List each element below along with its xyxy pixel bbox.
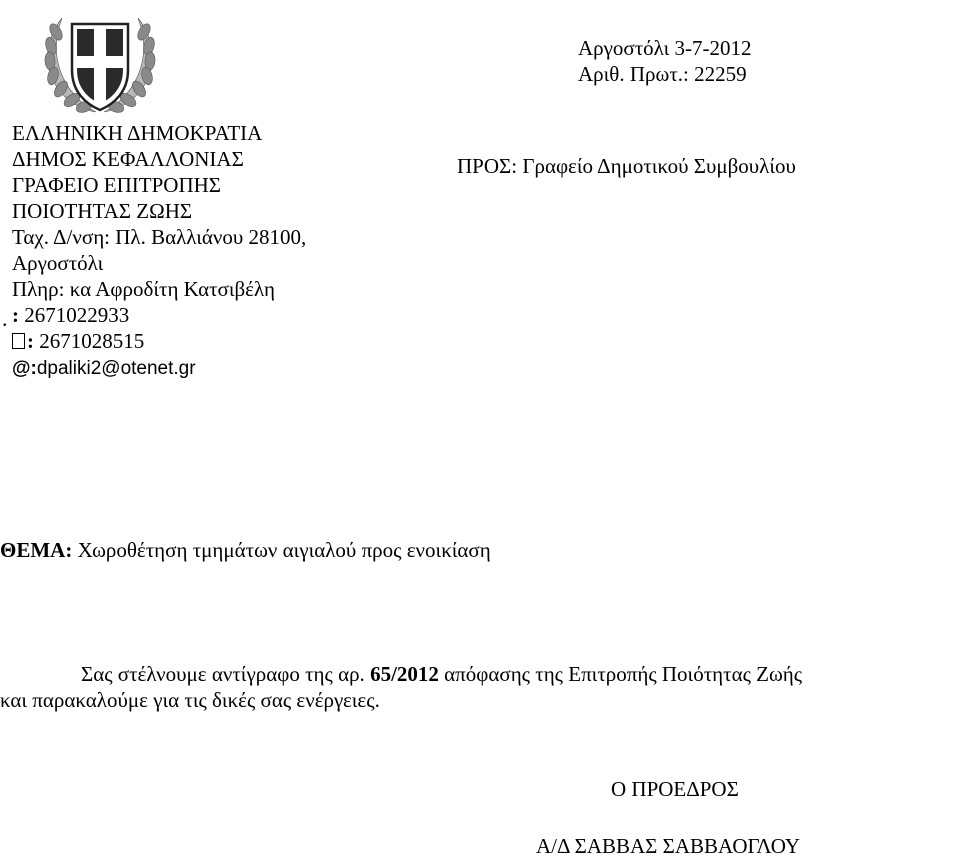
email-prefix: @: — [12, 358, 37, 379]
fax-number: 2671028515 — [34, 329, 145, 353]
sender-office-2: ΠΟΙΟΤΗΤΑΣ ΖΩΗΣ — [12, 199, 193, 223]
protocol-number: Αριθ. Πρωτ.: 22259 — [578, 62, 747, 86]
subject-line — [0, 538, 491, 562]
body-line-1-end: απόφασης της Επιτροπής Ποιότητας Ζωής — [438, 662, 803, 686]
phone-prefix: : — [12, 303, 19, 327]
subject-text: Χωροθέτηση τμημάτων αιγιαλού προς ενοικίαση — [72, 538, 491, 562]
place-date: Αργοστόλι 3-7-2012 — [578, 36, 752, 60]
fax-icon — [12, 333, 25, 349]
email-address: dpaliki2@otenet.gr — [36, 358, 196, 379]
body-line-1-start: Σας στέλνουμε αντίγραφο της αρ. — [81, 662, 371, 686]
sender-fax-line — [12, 329, 144, 353]
signature-name: Α/Δ ΣΑΒΒΑΣ ΣΑΒΒΑΟΓΛΟΥ — [536, 834, 801, 858]
sender-office: ΓΡΑΦΕΙΟ ΕΠΙΤΡΟΠΗΣ — [12, 173, 222, 197]
greek-coat-of-arms-icon — [38, 8, 162, 120]
fax-prefix: : — [27, 329, 34, 353]
sender-contact-person: Πληρ: κα Αφροδίτη Κατσιβέλη — [12, 277, 275, 301]
phone-icon: . — [2, 306, 8, 331]
sender-city: Αργοστόλι — [12, 251, 104, 275]
sender-address: Ταχ. Δ/νση: Πλ. Βαλλιάνου 28100, — [12, 225, 307, 249]
subject-label: ΘΕΜΑ: — [0, 538, 73, 562]
decision-number: 65/2012 — [370, 662, 439, 686]
sender-phone-line — [2, 303, 130, 331]
recipient: ΠΡΟΣ: Γραφείο Δημοτικού Συμβουλίου — [457, 154, 796, 178]
body-line-1 — [81, 662, 802, 686]
body-line-2: και παρακαλούμε για τις δικές σας ενέργειες. — [0, 688, 380, 712]
phone-number: 2671022933 — [19, 303, 130, 327]
signature-title: Ο ΠΡΟΕΔΡΟΣ — [611, 777, 739, 801]
sender-republic: ΕΛΛΗΝΙΚΗ ΔΗΜΟΚΡΑΤΙΑ — [12, 121, 263, 145]
sender-email-line — [12, 357, 196, 381]
sender-municipality: ΔΗΜΟΣ ΚΕΦΑΛΛΟΝΙΑΣ — [12, 147, 244, 171]
